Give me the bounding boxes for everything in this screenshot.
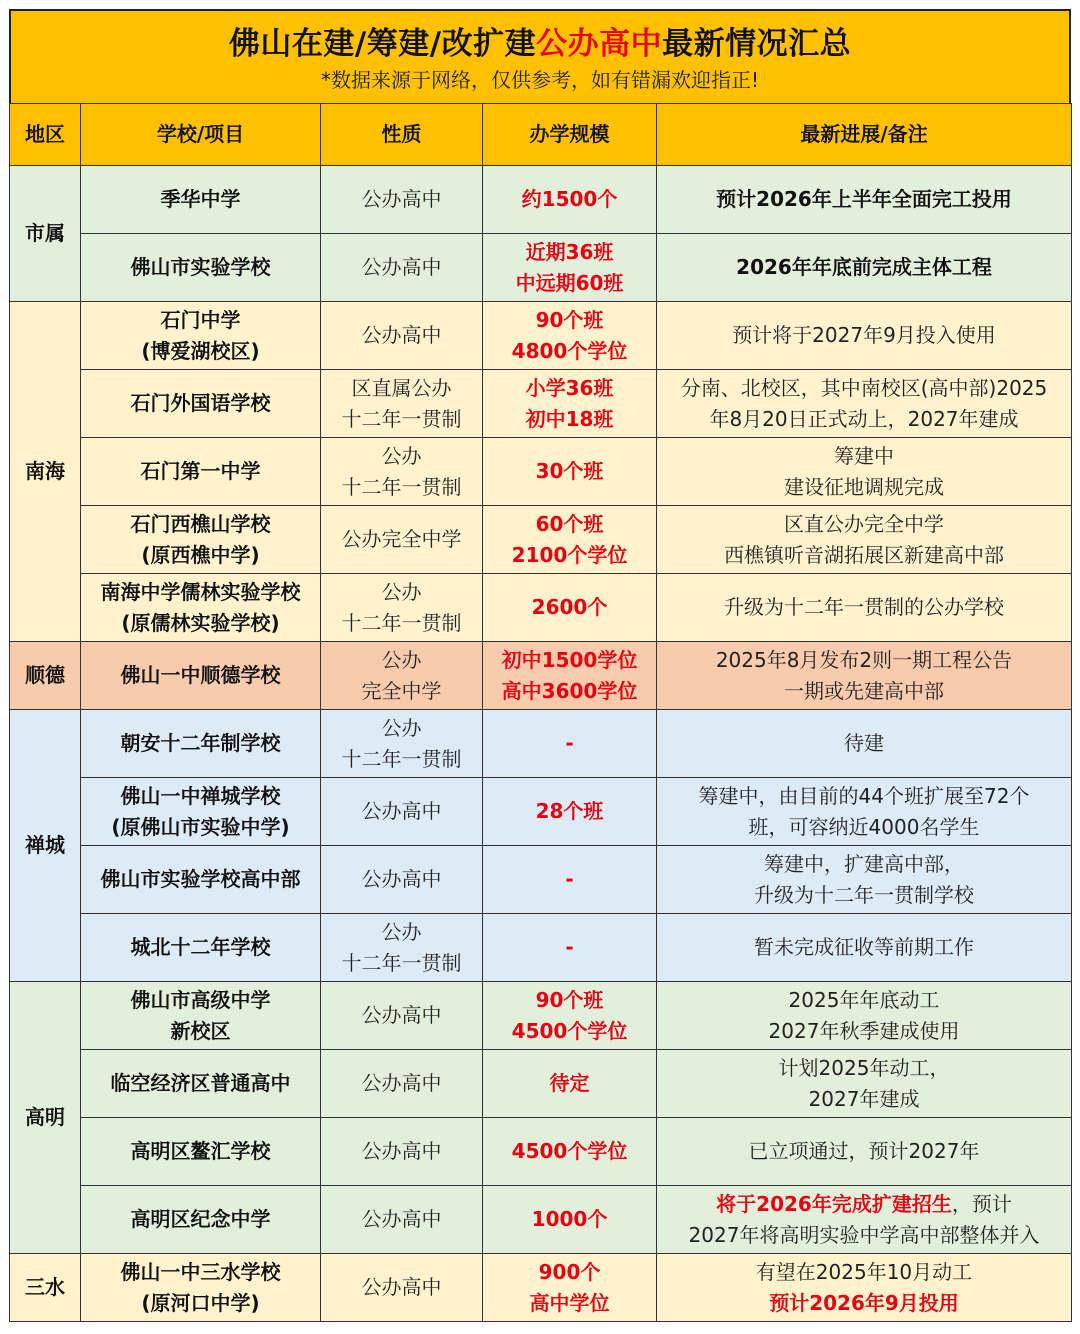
table-row <box>10 370 1072 438</box>
progress-note: 筹建中 建设征地调规完成 <box>657 438 1072 506</box>
progress-note: 2025年年底动工 2027年秋季建成使用 <box>657 982 1072 1050</box>
school-scale: - <box>483 914 657 982</box>
school-nature: 公办 十二年一贯制 <box>321 710 483 778</box>
school-nature: 公办高中 <box>321 1050 483 1118</box>
col-header-scale: 办学规模 <box>483 104 657 166</box>
region-cell: 三水 <box>10 1254 81 1322</box>
progress-note: 筹建中，扩建高中部， 升级为十二年一贯制学校 <box>657 846 1072 914</box>
table-row <box>10 914 1072 982</box>
school-nature: 公办 十二年一贯制 <box>321 914 483 982</box>
title-banner <box>9 9 1071 103</box>
region-cell: 顺德 <box>10 642 81 710</box>
progress-note: 分南、北校区，其中南校区(高中部)2025 年8月20日正式动上，2027年建成 <box>657 370 1072 438</box>
school-name: 佛山一中禅城学校 (原佛山市实验中学) <box>81 778 321 846</box>
school-name: 高明区纪念中学 <box>81 1186 321 1254</box>
school-name: 高明区鳌汇学校 <box>81 1118 321 1186</box>
school-nature: 公办 十二年一贯制 <box>321 574 483 642</box>
table-row <box>10 846 1072 914</box>
school-scale: 小学36班 初中18班 <box>483 370 657 438</box>
table-row <box>10 438 1072 506</box>
school-name: 石门外国语学校 <box>81 370 321 438</box>
school-scale: 2600个 <box>483 574 657 642</box>
progress-note: 暂未完成征收等前期工作 <box>657 914 1072 982</box>
school-name: 石门西樵山学校 (原西樵中学) <box>81 506 321 574</box>
school-name: 朝安十二年制学校 <box>81 710 321 778</box>
progress-note: 预计将于2027年9月投入使用 <box>657 302 1072 370</box>
progress-note: 升级为十二年一贯制的公办学校 <box>657 574 1072 642</box>
col-header-school: 学校/项目 <box>81 104 321 166</box>
progress-note: 计划2025年动工， 2027年建成 <box>657 1050 1072 1118</box>
table-row <box>10 982 1072 1050</box>
table-row <box>10 1118 1072 1186</box>
school-scale: 1000个 <box>483 1186 657 1254</box>
school-scale: 60个班 2100个学位 <box>483 506 657 574</box>
table-row <box>10 1254 1072 1322</box>
school-name: 城北十二年学校 <box>81 914 321 982</box>
header-row <box>10 104 1072 166</box>
school-nature: 公办 完全中学 <box>321 642 483 710</box>
school-nature: 公办高中 <box>321 778 483 846</box>
school-name: 佛山市实验学校 <box>81 234 321 302</box>
disclaimer: *数据来源于网络，仅供参考，如有错漏欢迎指正! <box>320 68 760 92</box>
school-scale: 待定 <box>483 1050 657 1118</box>
progress-note: 待建 <box>657 710 1072 778</box>
table-body <box>10 166 1072 1322</box>
school-name: 佛山一中顺德学校 <box>81 642 321 710</box>
school-scale: 近期36班 中远期60班 <box>483 234 657 302</box>
school-name: 石门中学 (博爱湖校区) <box>81 302 321 370</box>
table-row <box>10 166 1072 234</box>
school-name: 佛山市高级中学 新校区 <box>81 982 321 1050</box>
school-name: 南海中学儒林实验学校 (原儒林实验学校) <box>81 574 321 642</box>
progress-note: 筹建中，由目前的44个班扩展至72个 班，可容纳近4000名学生 <box>657 778 1072 846</box>
school-name: 临空经济区普通高中 <box>81 1050 321 1118</box>
school-nature: 公办完全中学 <box>321 506 483 574</box>
col-header-region: 地区 <box>10 104 81 166</box>
school-nature: 公办高中 <box>321 982 483 1050</box>
school-nature: 公办高中 <box>321 1186 483 1254</box>
table-row <box>10 506 1072 574</box>
table-row <box>10 642 1072 710</box>
school-scale: 90个班 4500个学位 <box>483 982 657 1050</box>
school-scale: - <box>483 846 657 914</box>
col-header-nature: 性质 <box>321 104 483 166</box>
school-name: 石门第一中学 <box>81 438 321 506</box>
col-header-progress: 最新进展/备注 <box>657 104 1072 166</box>
page-title: 佛山在建/筹建/改扩建公办高中最新情况汇总 <box>228 26 852 62</box>
school-scale: 900个 高中学位 <box>483 1254 657 1322</box>
table-row <box>10 574 1072 642</box>
school-name: 佛山一中三水学校 (原河口中学) <box>81 1254 321 1322</box>
table-row <box>10 1186 1072 1254</box>
school-nature: 公办高中 <box>321 1118 483 1186</box>
table-row <box>10 234 1072 302</box>
school-nature: 公办高中 <box>321 1254 483 1322</box>
progress-note: 有望在2025年10月动工 预计2026年9月投用 <box>657 1254 1072 1322</box>
region-cell: 高明 <box>10 982 81 1254</box>
table-row <box>10 302 1072 370</box>
school-scale: 4500个学位 <box>483 1118 657 1186</box>
progress-note: 区直公办完全中学 西樵镇听音湖拓展区新建高中部 <box>657 506 1072 574</box>
school-scale: 约1500个 <box>483 166 657 234</box>
table-row <box>10 710 1072 778</box>
school-name: 佛山市实验学校高中部 <box>81 846 321 914</box>
school-scale: 30个班 <box>483 438 657 506</box>
school-nature: 公办高中 <box>321 846 483 914</box>
progress-note: 2025年8月发布2则一期工程公告 一期或先建高中部 <box>657 642 1072 710</box>
schools-table <box>9 103 1072 1322</box>
region-cell: 禅城 <box>10 710 81 982</box>
table-row <box>10 778 1072 846</box>
school-scale: 90个班 4800个学位 <box>483 302 657 370</box>
school-scale: - <box>483 710 657 778</box>
progress-note: 已立项通过，预计2027年 <box>657 1118 1072 1186</box>
school-nature: 公办高中 <box>321 234 483 302</box>
region-cell: 市属 <box>10 166 81 302</box>
progress-note: 预计2026年上半年全面完工投用 <box>657 166 1072 234</box>
school-nature: 公办高中 <box>321 166 483 234</box>
school-nature: 区直属公办 十二年一贯制 <box>321 370 483 438</box>
region-cell: 南海 <box>10 302 81 642</box>
school-name: 季华中学 <box>81 166 321 234</box>
school-nature: 公办 十二年一贯制 <box>321 438 483 506</box>
table-row <box>10 1050 1072 1118</box>
progress-note: 将于2026年完成扩建招生，预计 2027年将高明实验中学高中部整体并入 <box>657 1186 1072 1254</box>
progress-note: 2026年年底前完成主体工程 <box>657 234 1072 302</box>
school-nature: 公办高中 <box>321 302 483 370</box>
school-scale: 28个班 <box>483 778 657 846</box>
school-scale: 初中1500学位 高中3600学位 <box>483 642 657 710</box>
